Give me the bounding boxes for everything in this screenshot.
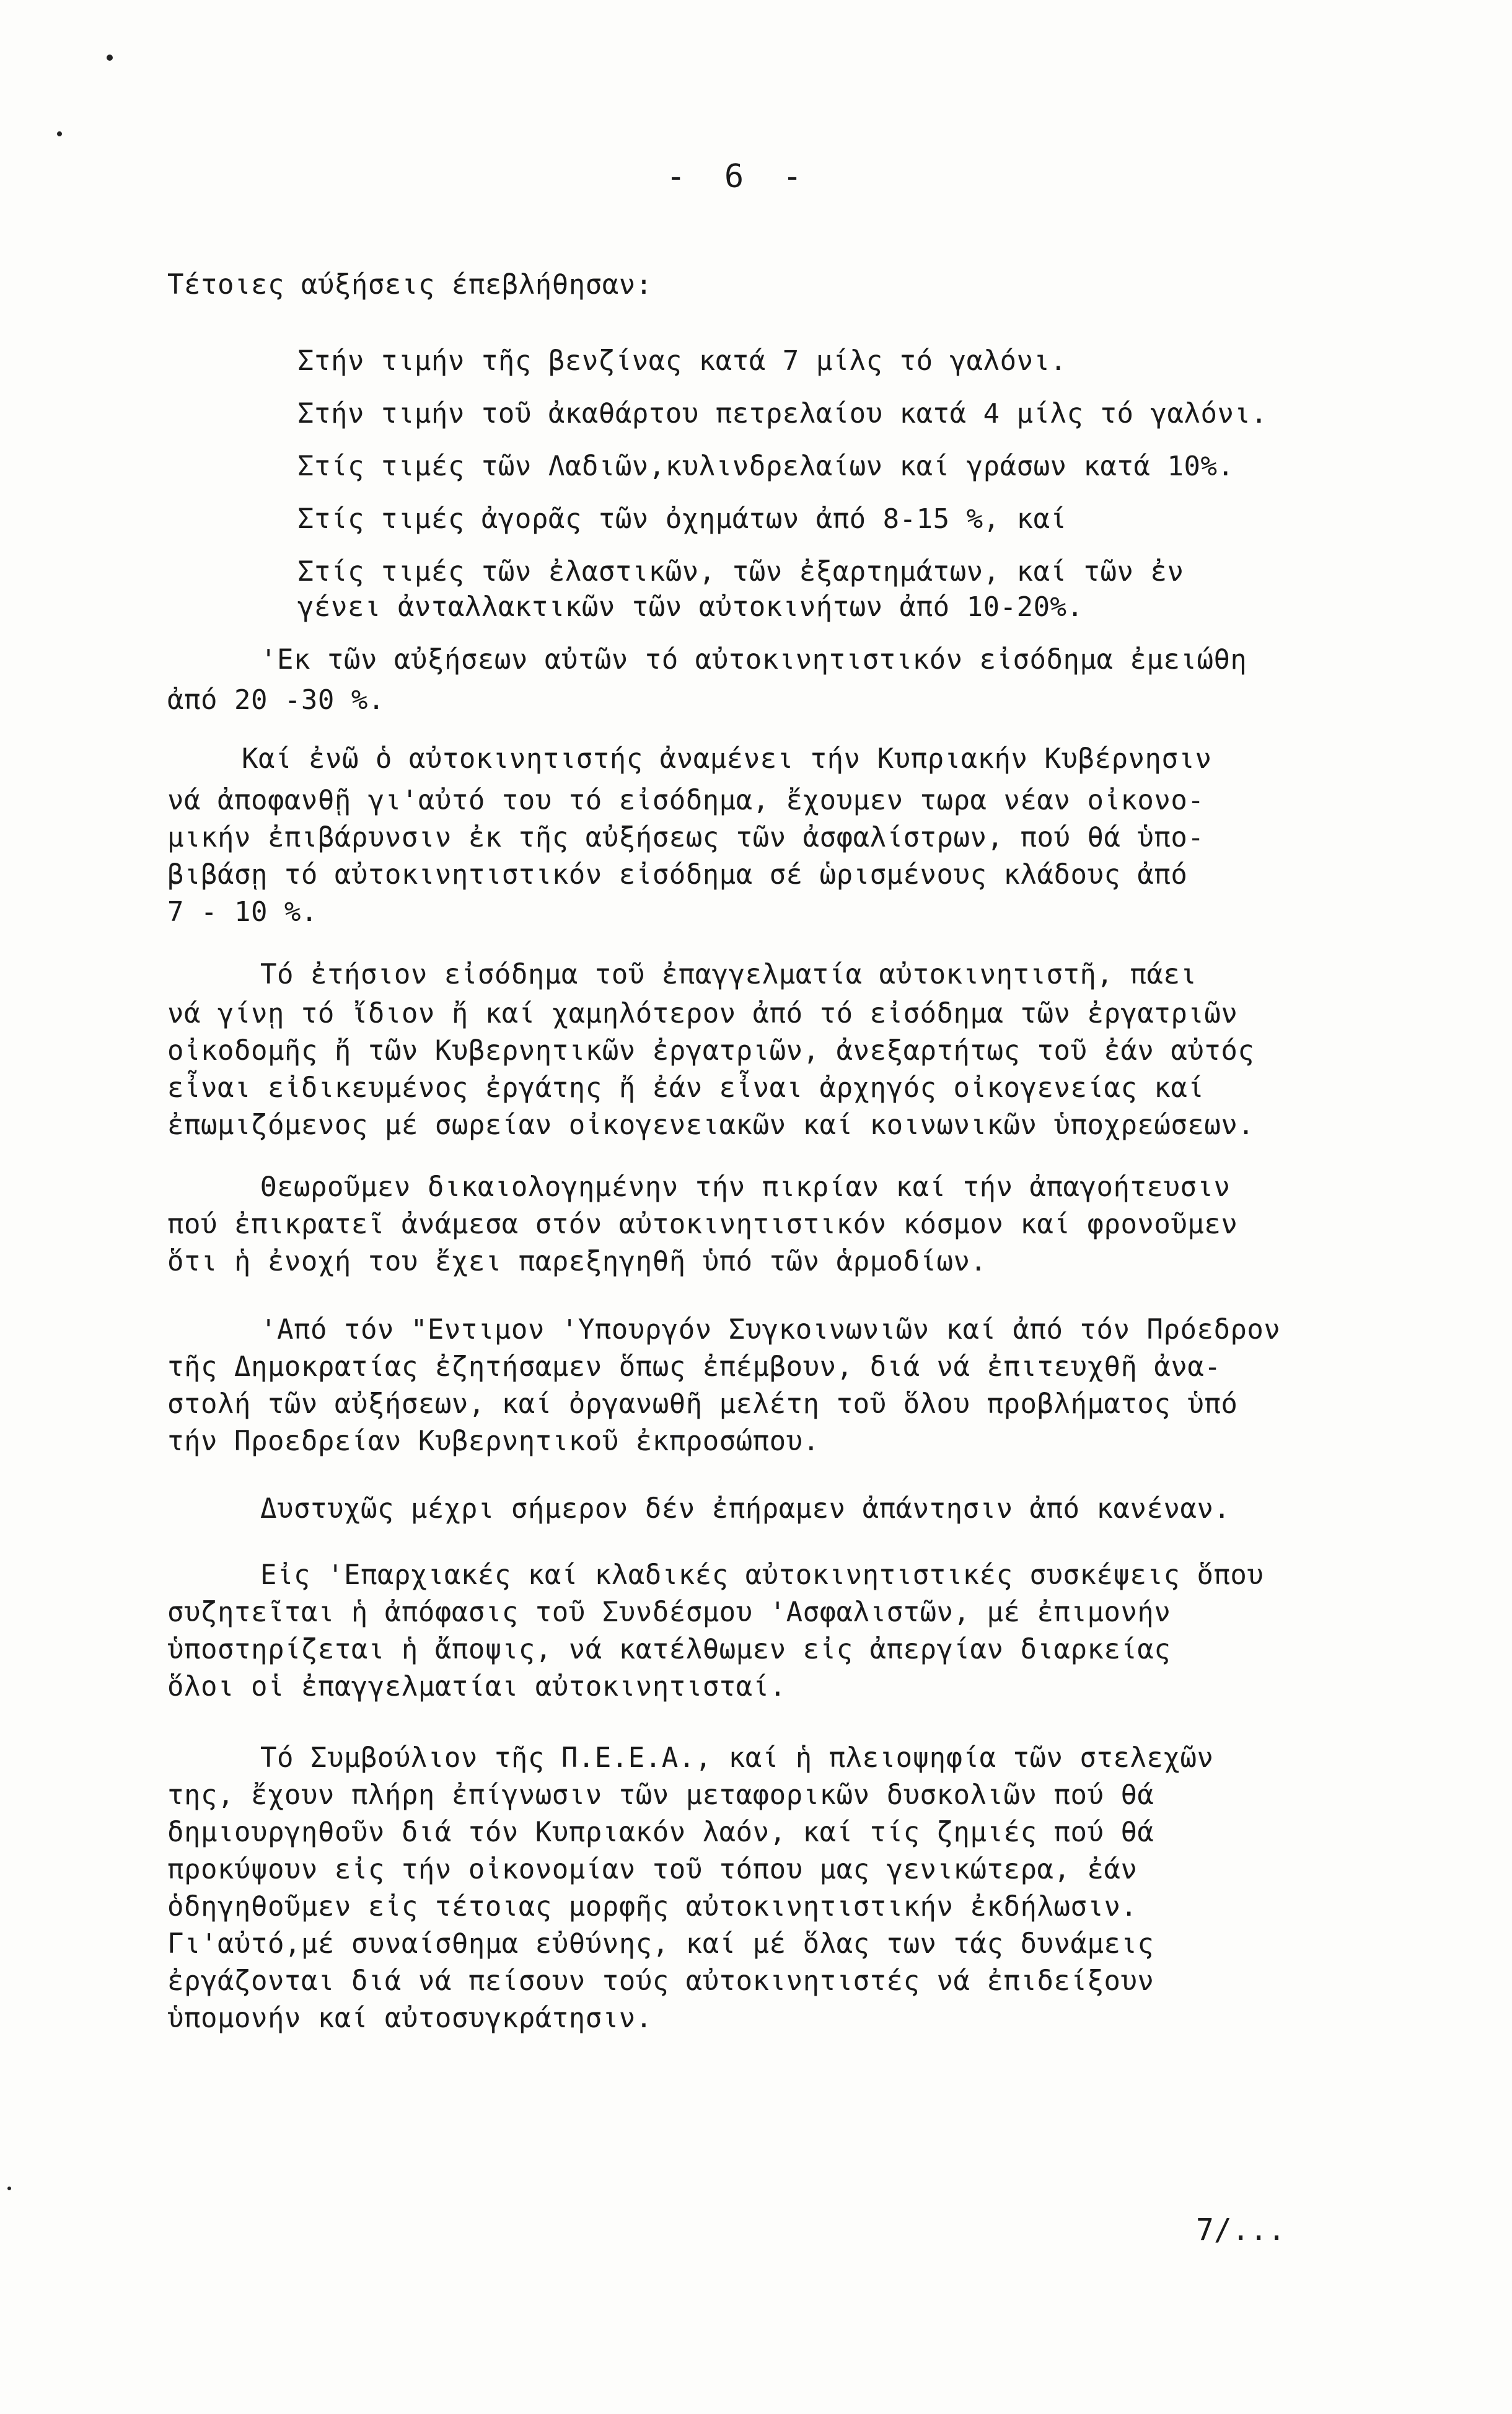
paragraph-line: μικήν ἐπιβάρυνσιν ἐκ τῆς αὐξήσεως τῶν ἀσφαλίστρων, πού θά ὑπο- <box>167 822 1205 853</box>
paragraph-line: ὅτι ἡ ἐνοχή του ἔχει παρεξηγηθῆ ὑπό τῶν ἁρμοδίων. <box>167 1246 987 1277</box>
scan-speck <box>107 55 113 61</box>
intro-heading: Τέτοιες αύξήσεις έπεβλήθησαν: <box>167 269 653 301</box>
list-item: Στίς τιμές ἀγορᾶς τῶν ὀχημάτων ἀπό 8-15 %, καί <box>297 503 1067 535</box>
paragraph-line: ὅλοι οἱ ἐπαγγελματίαι αὐτοκινητισταί. <box>167 1671 786 1703</box>
paragraph-line: Δυστυχῶς μέχρι σήμερον δέν ἐπήραμεν ἀπάντησιν ἀπό κανέναν. <box>260 1493 1231 1525</box>
list-item: Στίς τιμές τῶν Λαδιῶν,κυλινδρελαίων καί γράσων κατά 10%. <box>297 451 1234 482</box>
paragraph-line: Τό ἐτήσιον εἰσόδημα τοῦ ἐπαγγελματία αὐτοκινητιστῆ, πάει <box>260 959 1197 990</box>
list-item: Στήν τιμήν τοῦ ἀκαθάρτου πετρελαίου κατά 4 μίλς τό γαλόνι. <box>297 398 1268 429</box>
paragraph-line: εἶναι εἰδικευμένος ἐργάτης ἤ ἐάν εἶναι ἀρχηγός οἰκογενείας καί <box>167 1072 1205 1104</box>
paragraph-line: δημιουργηθοῦν διά τόν Κυπριακόν λαόν, καί τίς ζημιές πού θά <box>167 1817 1154 1848</box>
paragraph-line: τήν Προεδρείαν Κυβερνητικοῦ ἐκπροσώπου. <box>167 1425 820 1457</box>
paragraph-line: ὁδηγηθοῦμεν εἰς τέτοιας μορφῆς αὐτοκινητιστικήν ἐκδήλωσιν. <box>167 1891 1138 1923</box>
paragraph-line: Καί ἐνῶ ὁ αὐτοκινητιστής ἀναμένει τήν Κυπριακήν Κυβέρνησιν <box>242 743 1212 775</box>
list-item: γένει ἀνταλλακτικῶν τῶν αὐτοκινήτων ἀπό 10-20%. <box>297 591 1084 623</box>
paragraph-line: Θεωροῦμεν δικαιολογημένην τήν πικρίαν καί τήν ἀπαγοήτευσιν <box>260 1171 1231 1203</box>
paragraph-line: της, ἔχουν πλήρη ἐπίγνωσιν τῶν μεταφορικῶν δυσκολιῶν πού θά <box>167 1779 1154 1811</box>
continuation-marker: 7/... <box>1196 2213 1286 2247</box>
paragraph-line: στολή τῶν αὐξήσεων, καί ὀργανωθῆ μελέτη τοῦ ὅλου προβλήματος ὑπό <box>167 1388 1238 1420</box>
list-item: Στίς τιμές τῶν ἐλαστικῶν, τῶν ἐξαρτημάτων, καί τῶν ἐν <box>297 556 1184 588</box>
page-number: - 6 - <box>666 158 802 195</box>
paragraph-line: βιβάσῃ τό αὐτοκινητιστικόν εἰσόδημα σέ ὡρισμένους κλάδους ἀπό <box>167 859 1188 891</box>
paragraph-line: Εἰς 'Επαρχιακές καί κλαδικές αὐτοκινητιστικές συσκέψεις ὅπου <box>260 1559 1264 1591</box>
list-item: Στήν τιμήν τῆς βενζίνας κατά 7 μίλς τό γαλόνι. <box>297 345 1067 377</box>
paragraph-line: ὑποστηρίζεται ἡ ἄποψις, νά κατέλθωμεν εἰς ἀπεργίαν διαρκείας <box>167 1634 1171 1665</box>
paragraph-line: ἀπό 20 -30 %. <box>167 684 385 716</box>
paragraph-line: νά γίνῃ τό ἴδιον ἤ καί χαμηλότερον ἀπό τό εἰσόδημα τῶν ἐργατριῶν <box>167 998 1238 1029</box>
paragraph-line: 'Εκ τῶν αὐξήσεων αὐτῶν τό αὐτοκινητιστικόν εἰσόδημα ἐμειώθη <box>260 644 1247 676</box>
paragraph-line: προκύψουν εἰς τήν οἰκονομίαν τοῦ τόπου μας γενικώτερα, ἐάν <box>167 1854 1138 1885</box>
paragraph-line: νά ἀποφανθῇ γι'αὐτό του τό εἰσόδημα, ἔχουμεν τωρα νέαν οἰκονο- <box>167 785 1205 816</box>
paragraph-line: τῆς Δημοκρατίας ἐζητήσαμεν ὅπως ἐπέμβουν, διά νά ἐπιτευχθῆ ἀνα- <box>167 1351 1221 1383</box>
paragraph-line: Γι'αὐτό,μέ συναίσθημα εὐθύνης, καί μέ ὅλας των τάς δυνάμεις <box>167 1928 1154 1960</box>
paragraph-line: 7 - 10 %. <box>167 896 318 928</box>
paragraph-line: συζητεῖται ἡ ἀπόφασις τοῦ Συνδέσμου 'Ασφαλιστῶν, μέ ἐπιμονήν <box>167 1597 1171 1628</box>
paragraph-line: 'Από τόν "Εντιμον 'Υπουργόν Συγκοινωνιῶν καί ἀπό τόν Πρόεδρον <box>260 1314 1281 1346</box>
scan-speck <box>7 2187 11 2190</box>
scan-speck <box>57 131 62 136</box>
paragraph-line: ἐπωμιζόμενος μέ σωρείαν οἰκογενειακῶν καί κοινωνικῶν ὑποχρεώσεων. <box>167 1109 1255 1141</box>
paragraph-line: πού ἐπικρατεῖ ἀνάμεσα στόν αὐτοκινητιστικόν κόσμον καί φρονοῦμεν <box>167 1209 1238 1240</box>
paragraph-line: οἰκοδομῆς ἤ τῶν Κυβερνητικῶν ἐργατριῶν, ἀνεξαρτήτως τοῦ ἐάν αὐτός <box>167 1035 1255 1067</box>
paragraph-line: Τό Συμβούλιον τῆς Π.Ε.Ε.Α., καί ἡ πλειοψηφία τῶν στελεχῶν <box>260 1742 1214 1774</box>
paragraph-line: ὑπομονήν καί αὐτοσυγκράτησιν. <box>167 2002 653 2034</box>
paragraph-line: ἐργάζονται διά νά πείσουν τούς αὐτοκινητιστές νά ἐπιδείξουν <box>167 1965 1154 1997</box>
